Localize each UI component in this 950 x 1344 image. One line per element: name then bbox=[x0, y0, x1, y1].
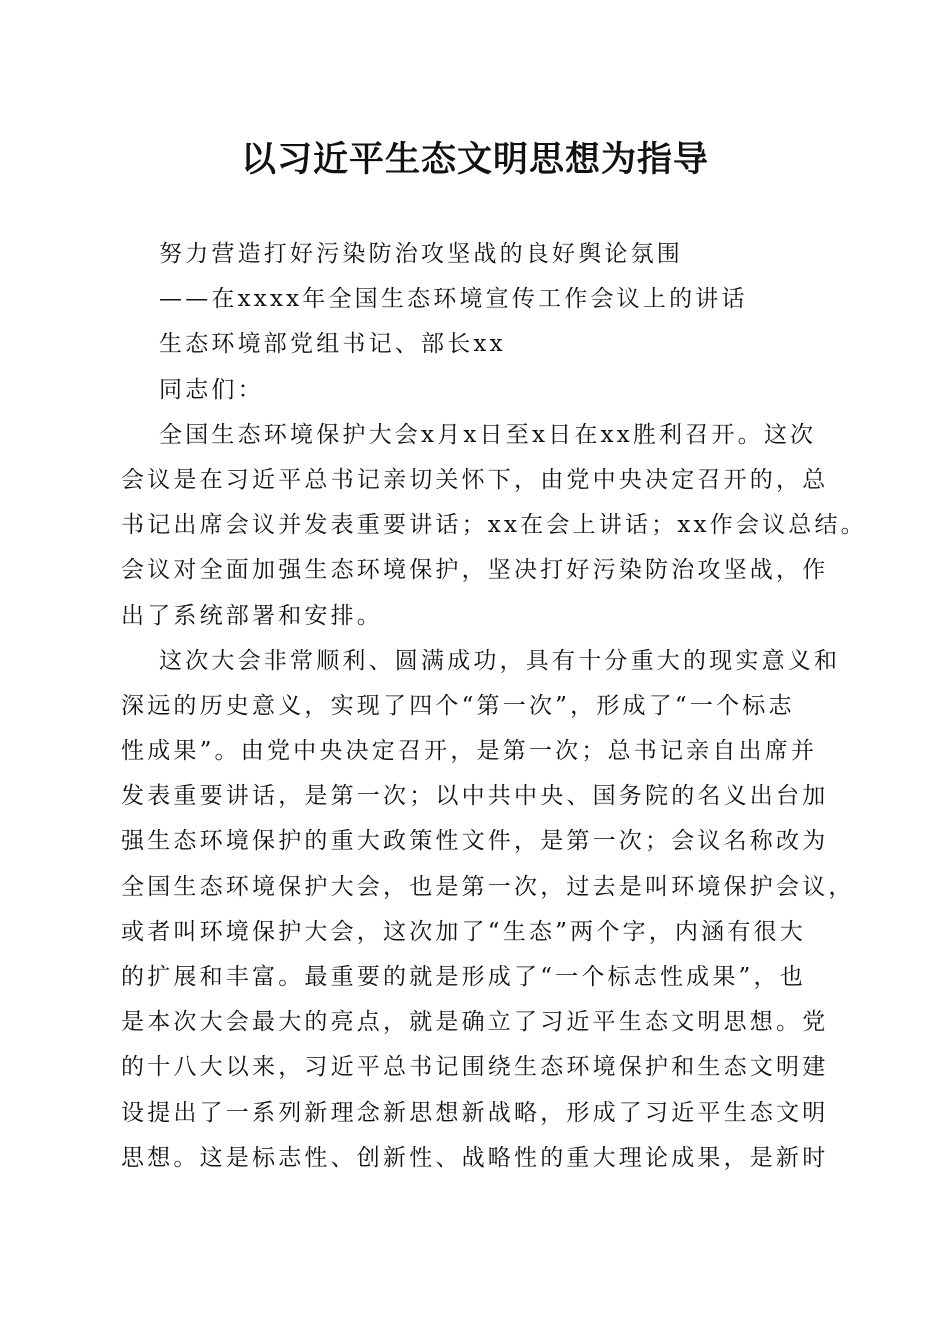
paragraph-line: 书记出席会议并发表重要讲话；xx在会上讲话；xx作会议总结。 bbox=[121, 512, 867, 539]
paragraph-line: 性成果”。由党中央决定召开，是第一次；总书记亲自出席并 bbox=[121, 738, 818, 765]
paragraph-line: 深远的历史意义，实现了四个“第一次”，形成了“一个标志 bbox=[121, 692, 795, 719]
occasion-line: ——在xxxx年全国生态环境宣传工作会议上的讲话 bbox=[159, 286, 748, 313]
paragraph-2 bbox=[121, 639, 855, 1181]
document-body bbox=[121, 232, 867, 1181]
paragraph-line: 这次大会非常顺利、圆满成功，具有十分重大的现实意义和 bbox=[159, 647, 841, 674]
subtitle: 努力营造打好污染防治攻坚战的良好舆论氛围 bbox=[159, 241, 683, 267]
paragraph-line: 的十八大以来，习近平总书记围绕生态环境保护和生态文明建 bbox=[121, 1054, 829, 1081]
speaker-line: 生态环境部党组书记、部长xx bbox=[159, 331, 506, 358]
paragraph-line: 或者叫环境保护大会，这次加了“生态”两个字，内涵有很大 bbox=[121, 918, 806, 945]
paragraph-line: 强生态环境保护的重大政策性文件，是第一次；会议名称改为 bbox=[121, 828, 829, 855]
salutation: 同志们： bbox=[159, 376, 264, 403]
paragraph-1 bbox=[121, 413, 867, 639]
paragraph-line: 是本次大会最大的亮点，就是确立了习近平生态文明思想。党 bbox=[121, 1009, 829, 1036]
paragraph-line: 会议是在习近平总书记亲切关怀下，由党中央决定召开的，总 bbox=[121, 466, 829, 493]
paragraph-line: 思想。这是标志性、创新性、战略性的重大理论成果，是新时 bbox=[121, 1144, 829, 1171]
document-title: 以习近平生态文明思想为指导 bbox=[240, 139, 709, 180]
paragraph-line: 的扩展和丰富。最重要的就是形成了“一个标志性成果”，也 bbox=[121, 964, 806, 990]
paragraph-line: 发表重要讲话，是第一次；以中共中央、国务院的名义出台加 bbox=[121, 783, 829, 810]
paragraph-line: 会议对全面加强生态环境保护，坚决打好污染防治攻坚战，作 bbox=[121, 557, 829, 584]
paragraph-line: 全国生态环境保护大会x月x日至x日在xx胜利召开。这次 bbox=[159, 421, 817, 448]
paragraph-line: 出了系统部署和安排。 bbox=[121, 602, 383, 629]
paragraph-line: 全国生态环境保护大会，也是第一次，过去是叫环境保护会议， bbox=[121, 873, 855, 900]
paragraph-line: 设提出了一系列新理念新思想新战略，形成了习近平生态文明 bbox=[121, 1099, 829, 1126]
